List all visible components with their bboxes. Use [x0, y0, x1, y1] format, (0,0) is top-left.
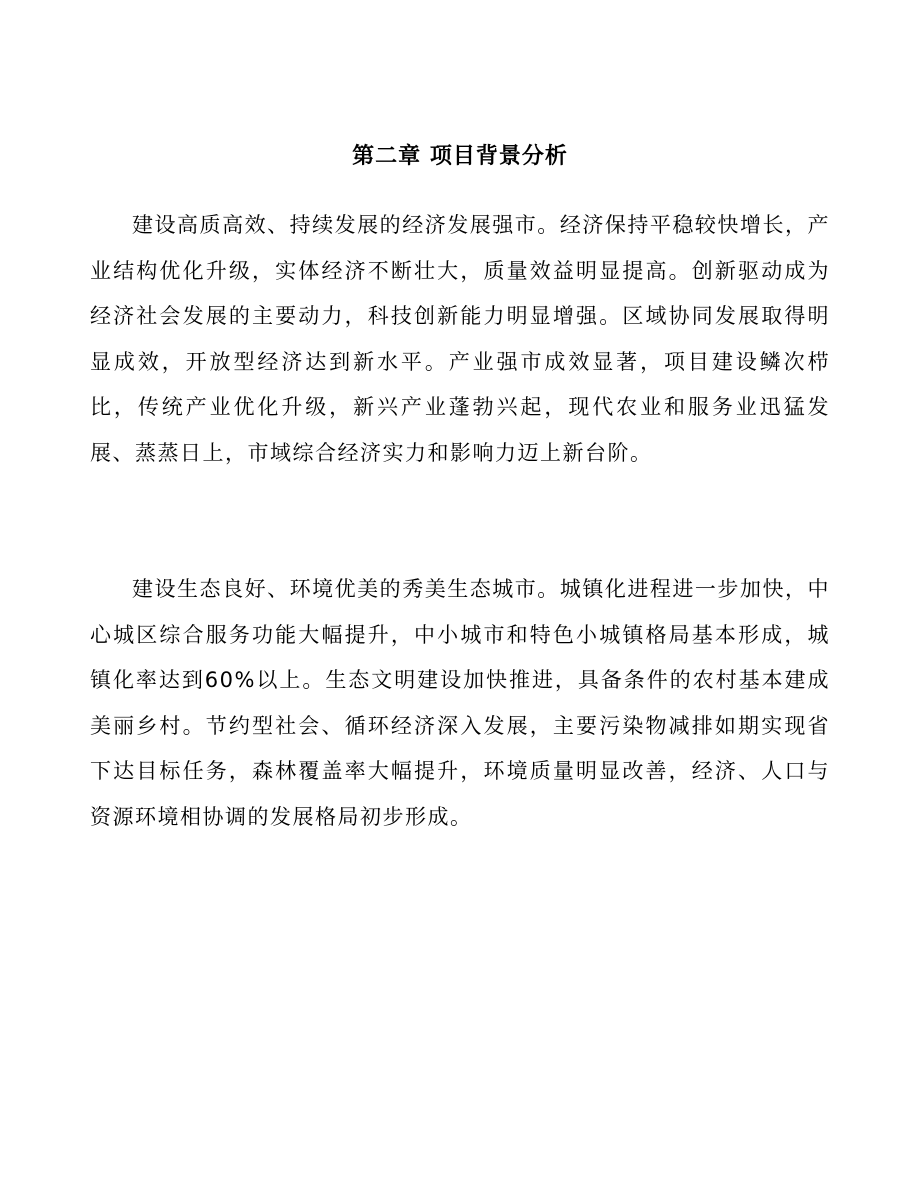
- body-paragraph-2: 建设生态良好、环境优美的秀美生态城市。城镇化进程进一步加快，中心城区综合服务功能大幅提升，中小城市和特色小城镇格局基本形成，城镇化率达到60%以上。生态文明建设加快推进，具备条件的农村基本建成美丽乡村。节约型社会、循环经济深入发展，主要污染物减排如期实现省下达目标任务，森林覆盖率大幅提升，环境质量明显改善，经济、人口与资源环境相协调的发展格局初步形成。: [90, 577, 830, 829]
- chapter-title: 第二章 项目背景分析: [352, 144, 568, 169]
- body-paragraph-1: 建设高质高效、持续发展的经济发展强市。经济保持平稳较快增长，产业结构优化升级，实体经济不断壮大，质量效益明显提高。创新驱动成为经济社会发展的主要动力，科技创新能力明显增强。区域协同发展取得明显成效，开放型经济达到新水平。产业强市成效显著，项目建设鳞次栉比，传统产业优化升级，新兴产业蓬勃兴起，现代农业和服务业迅猛发展、蒸蒸日上，市域综合经济实力和影响力迈上新台阶。: [90, 213, 830, 465]
